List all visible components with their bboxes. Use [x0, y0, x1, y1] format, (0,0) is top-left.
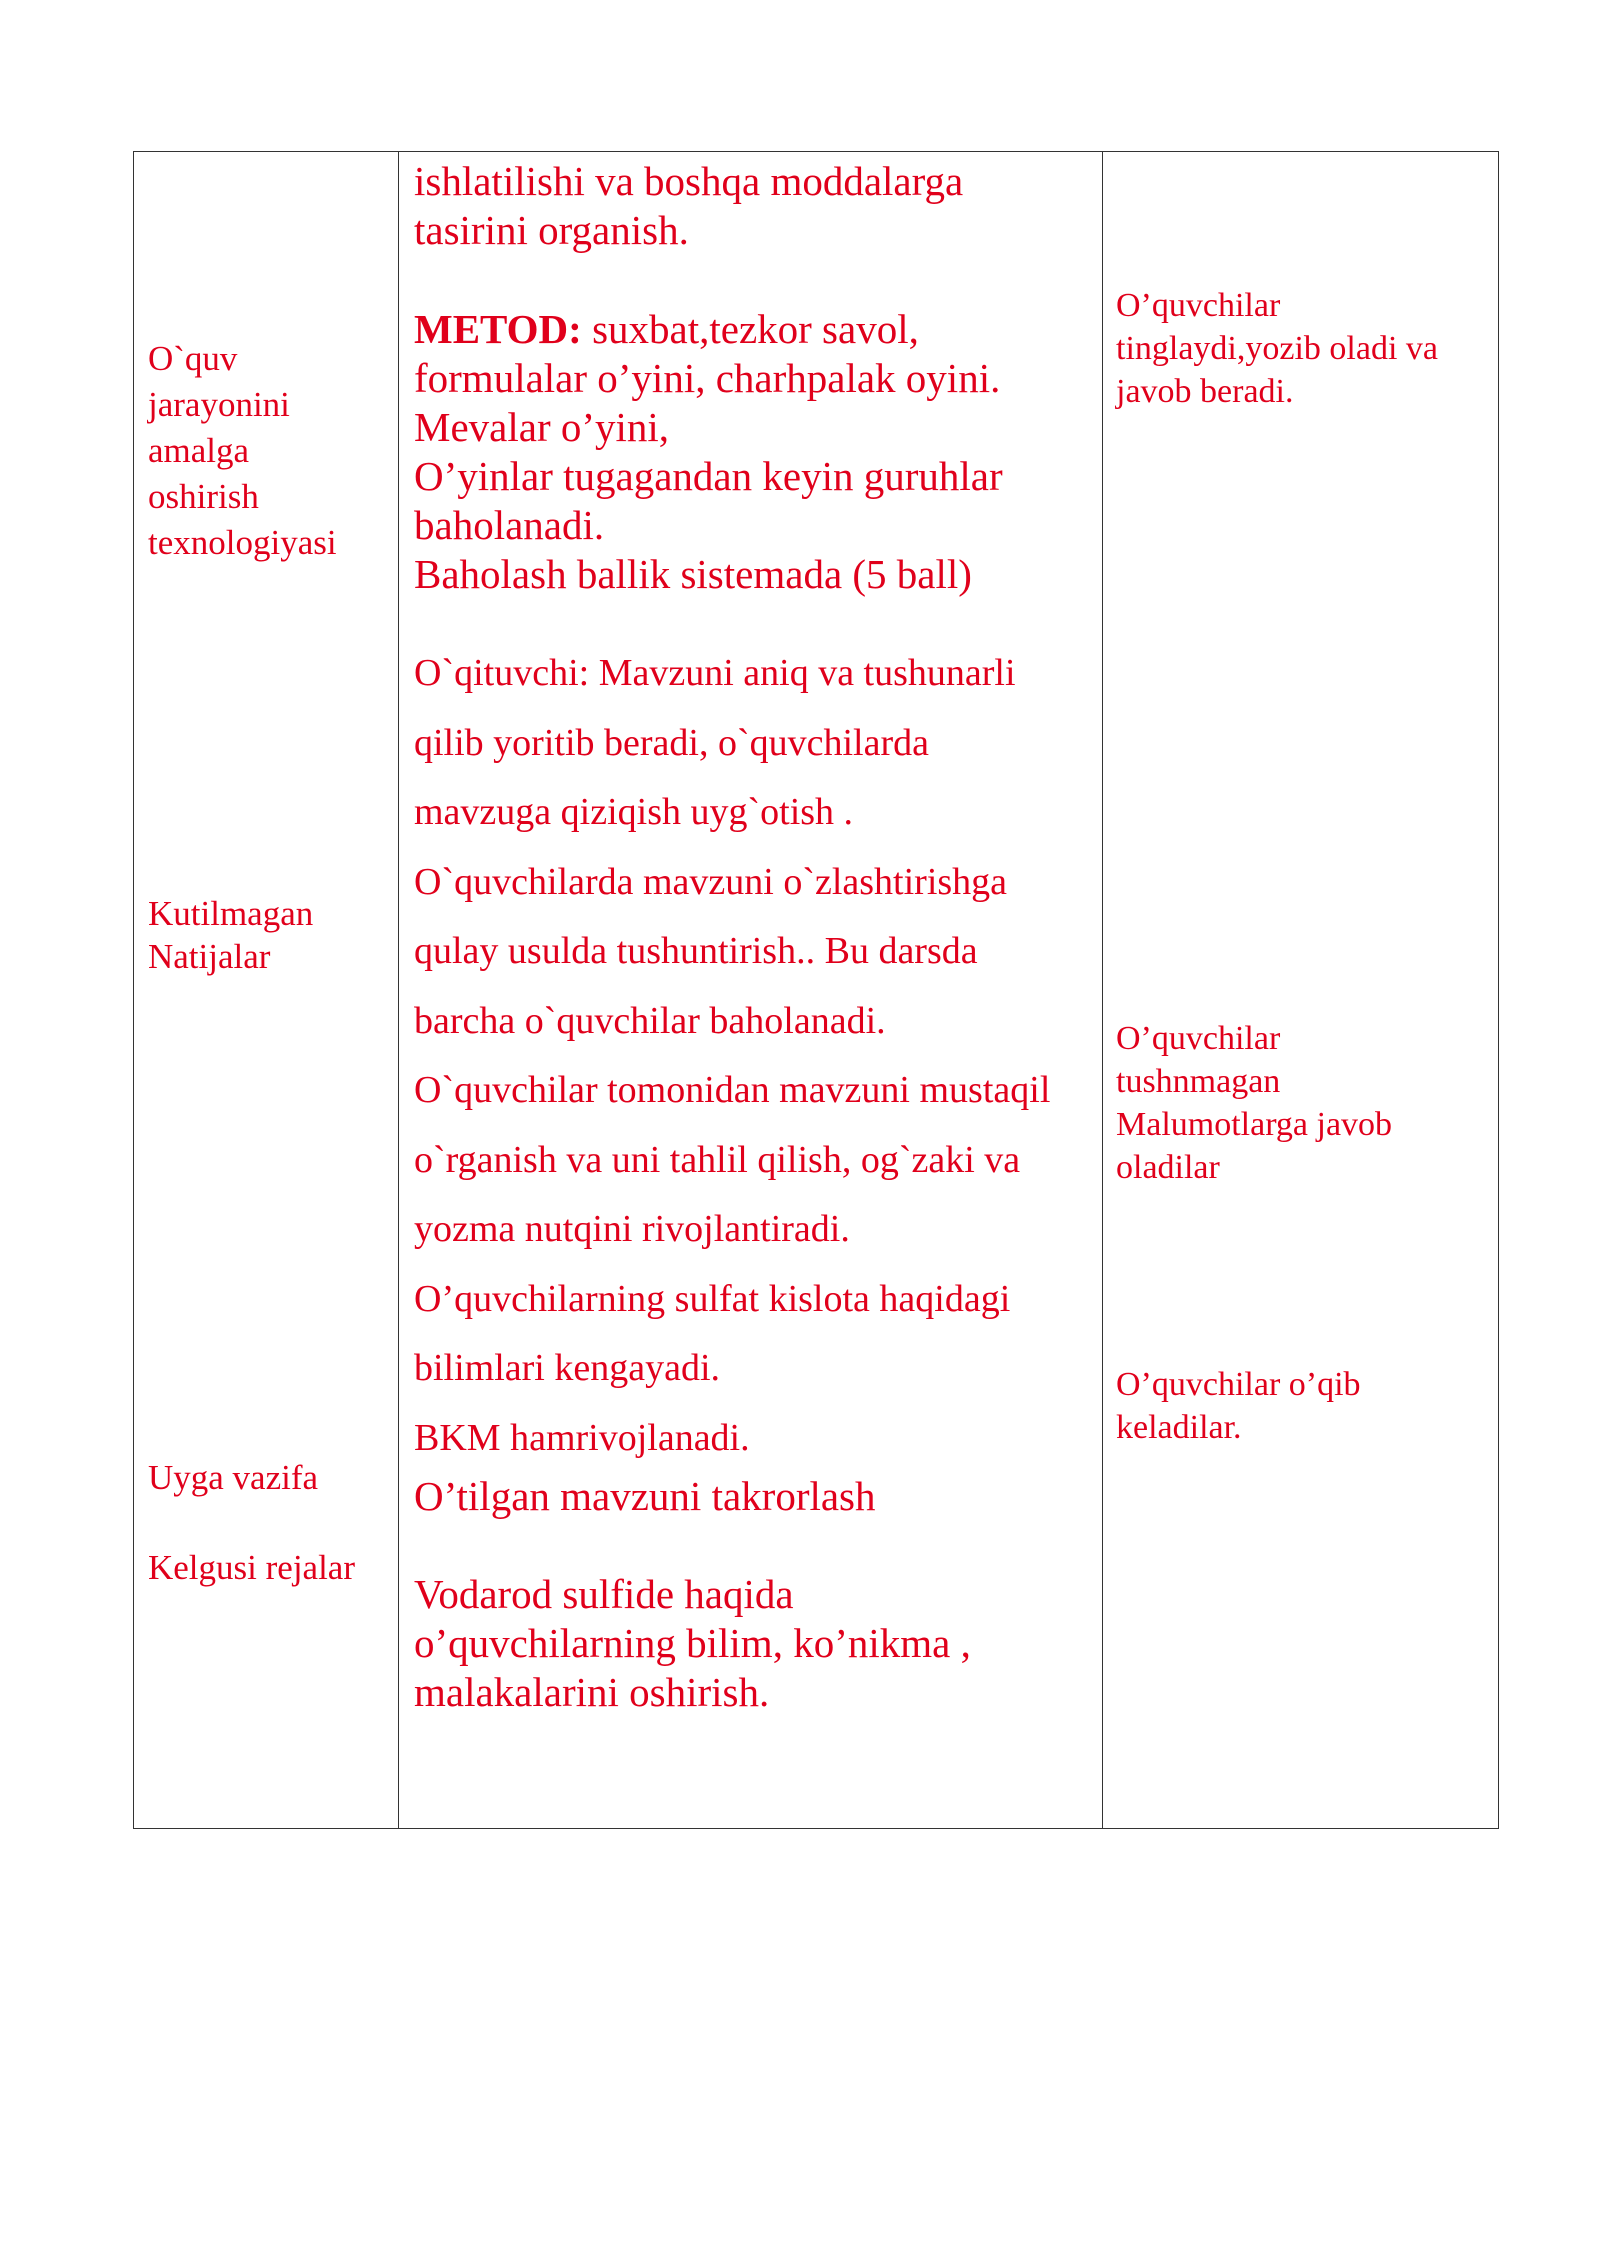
student-activity-results: O’quvchilar tushnmagan Malumotlarga javob oladilar	[1116, 1020, 1393, 1186]
lesson-plan-table	[133, 151, 1499, 1829]
student-activity-process: O’quvchilar tinglaydi,yozib oladi va javob beradi.	[1116, 287, 1438, 410]
plans-text: Vodarod sulfide haqida o’quvchilarning bilim, ko’nikma , malakalarini oshirish.	[414, 1571, 971, 1715]
label-process: O`quv jarayonini amalga oshirish texnologiyasi	[148, 339, 337, 562]
column-divider-2	[1102, 152, 1103, 1828]
label-plans: Kelgusi rejalar	[148, 1548, 355, 1587]
label-homework: Uyga vazifa	[148, 1458, 319, 1497]
method-block: METOD: suxbat,tezkor savol, formulalar o’yini, charhpalak oyini. Mevalar o’yini, O’yinlar tugagandan keyin guruhlar baholanadi. Baholash ballik sistemada (5 ball)	[414, 306, 1003, 597]
student-activity-homework: O’quvchilar o’qib keladilar.	[1116, 1366, 1361, 1446]
method-heading: METOD:	[414, 306, 582, 352]
intro-text: ishlatilishi va boshqa moddalarga tasirini organish.	[414, 158, 964, 253]
column-divider-1	[398, 152, 399, 1828]
label-results: Kutilmagan Natijalar	[148, 894, 314, 976]
homework-text: O’tilgan mavzuni takrorlash	[414, 1473, 876, 1519]
expected-results-text: O`qituvchi: Mavzuni aniq va tushunarli qilib yoritib beradi, o`quvchilarda mavzuga qiziqish uyg`otish . O`quvchilarda mavzuni o`zlashtirishga qulay usulda tushuntirish.. Bu darsda barcha o`quvchilar baholanadi. O`quvchilar tomonidan mavzuni mustaqil o`rganish va uni tahlil qilish, og`zaki va yozma nutqini rivojlantiradi. O’quvchilarning sulfat kislota haqidagi bilimlari kengayadi. BKM hamrivojlanadi.	[414, 652, 1051, 1459]
